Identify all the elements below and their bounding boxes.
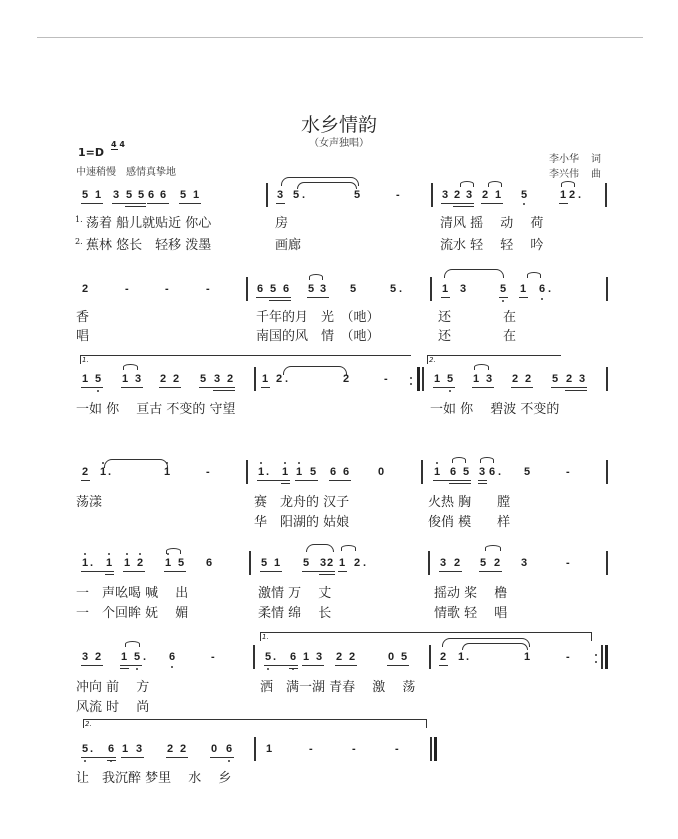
note: 5 — [480, 557, 487, 569]
note: 5 — [401, 651, 408, 663]
note: 5 — [261, 557, 268, 569]
note: 1 — [274, 557, 281, 569]
slur — [452, 457, 466, 463]
note: 1 — [339, 557, 346, 569]
song-title: 水乡情韵 — [300, 114, 377, 136]
note: 6 — [450, 466, 457, 478]
barline — [246, 460, 248, 484]
note: 5 — [82, 189, 89, 201]
note: 5 — [126, 189, 133, 201]
slur — [480, 457, 494, 463]
note: 3 — [486, 373, 493, 385]
note: 3 — [136, 743, 143, 755]
barline — [606, 277, 608, 301]
note: 1 — [303, 651, 310, 663]
key-signature: 1=D — [78, 146, 105, 159]
lyric: 荡漾 — [76, 495, 103, 510]
note: 5 — [200, 373, 207, 385]
note: 3 — [277, 189, 284, 201]
verse-number: 2. — [75, 237, 83, 246]
note: . — [466, 651, 470, 663]
song-subtitle: （女声独唱） — [309, 138, 369, 149]
note: 5 — [265, 651, 272, 663]
note: 6 — [226, 743, 233, 755]
note: . — [302, 189, 306, 201]
note: 1 — [165, 557, 172, 569]
note: 2 — [160, 373, 167, 385]
lyricist-role: 词 — [591, 154, 601, 165]
note: 2 — [82, 466, 89, 478]
lyric: 清风 摇 动 荷 — [440, 216, 544, 231]
note: . — [548, 283, 552, 295]
note: . — [266, 466, 270, 478]
page-divider — [37, 37, 643, 38]
note: 1 — [164, 466, 171, 478]
repeat-end — [605, 645, 608, 669]
note: 1 — [124, 557, 131, 569]
lyric: 还 在 — [438, 329, 517, 344]
note: - — [309, 743, 313, 755]
note: 5 — [138, 189, 145, 201]
barline — [605, 183, 607, 207]
note: - — [384, 373, 388, 385]
note: 5 — [447, 373, 454, 385]
note: 1 — [524, 651, 531, 663]
lyric: 还 在 — [438, 310, 517, 325]
note: 2 — [173, 373, 180, 385]
note: 3 — [466, 189, 473, 201]
slur — [488, 181, 502, 187]
lyric: 荡着 船儿就贴近 你心 — [86, 216, 212, 231]
slur — [123, 364, 138, 370]
composer-role: 曲 — [591, 169, 601, 180]
lyric: 风流 时 尚 — [76, 700, 150, 715]
note: . — [399, 283, 403, 295]
note: 5 — [310, 466, 317, 478]
note: 3 — [440, 557, 447, 569]
note: 2 — [569, 189, 576, 201]
note: 1 — [121, 651, 128, 663]
note: 5 — [390, 283, 397, 295]
volta-1-label: 1. — [262, 633, 269, 641]
tie — [283, 366, 347, 375]
note: 2 — [276, 373, 283, 385]
note: 2 — [349, 651, 356, 663]
note: 3 — [135, 373, 142, 385]
note: . — [143, 651, 147, 663]
note: 3 — [82, 651, 89, 663]
note: 5 — [500, 283, 507, 295]
note: . — [273, 651, 277, 663]
barline — [606, 367, 608, 391]
note: 3 — [113, 189, 120, 201]
note: 1 — [520, 283, 527, 295]
note: 5 — [95, 373, 102, 385]
note: 1 — [100, 466, 107, 478]
tempo-marking: 中速稍慢 感情真挚地 — [76, 167, 176, 178]
tie — [297, 182, 357, 189]
volta-2 — [427, 355, 561, 364]
note: 2 — [454, 189, 461, 201]
note: 2 — [327, 557, 334, 569]
note: 6 — [343, 466, 350, 478]
note: 2 — [180, 743, 187, 755]
lyric: 情歌 轻 唱 — [434, 606, 508, 621]
volta-2 — [83, 719, 427, 728]
barline — [606, 551, 608, 575]
lyric: 流水 轻 轻 吟 — [440, 238, 544, 253]
note: - — [395, 743, 399, 755]
lyric: 洒 满一湖 青春 激 荡 — [260, 680, 416, 695]
note: 5 — [524, 466, 531, 478]
note: 3 — [579, 373, 586, 385]
lyricist-name: 李小华 — [549, 154, 579, 165]
note: . — [108, 466, 112, 478]
note: . — [90, 557, 94, 569]
lyric: 一 个回眸 妩 媚 — [76, 606, 189, 621]
note: 5 — [350, 283, 357, 295]
note: 2 — [343, 373, 350, 385]
lyric: 画廊 — [275, 238, 302, 253]
note: 3 — [460, 283, 467, 295]
note: 1 — [442, 283, 449, 295]
note: 2 — [354, 557, 361, 569]
lyric: 一如 你 亘古 不变的 守望 — [76, 402, 236, 417]
slur — [561, 181, 575, 187]
note: 3 — [479, 466, 486, 478]
note: 2 — [95, 651, 102, 663]
barline — [249, 551, 251, 575]
note: 5 — [521, 189, 528, 201]
note: 2 — [454, 557, 461, 569]
volta-1 — [260, 632, 592, 641]
barline — [253, 645, 255, 669]
barline — [431, 183, 433, 207]
note: 6 — [206, 557, 213, 569]
note: - — [125, 283, 129, 295]
volta-1-label: 1. — [82, 356, 89, 364]
note: 2 — [336, 651, 343, 663]
note: 2 — [525, 373, 532, 385]
slur — [485, 545, 501, 551]
barline — [606, 460, 608, 484]
repeat-end — [417, 367, 420, 391]
barline — [430, 277, 432, 301]
note: 0 — [388, 651, 395, 663]
note: - — [352, 743, 356, 755]
barline — [422, 367, 424, 391]
composer-credit — [549, 165, 601, 180]
lyric: 一如 你 碧波 不变的 — [430, 402, 560, 417]
note: 5 — [134, 651, 141, 663]
time-signature — [111, 140, 125, 149]
note: 2 — [167, 743, 174, 755]
note: 1 — [122, 743, 129, 755]
note: 5 — [180, 189, 187, 201]
slur — [527, 272, 541, 278]
note: 6 — [148, 189, 155, 201]
verse-number: 1. — [75, 215, 83, 224]
note: . — [90, 743, 94, 755]
lyric: 千年的月 光 （吔） — [256, 310, 380, 325]
note: 5 — [178, 557, 185, 569]
note: 1 — [296, 466, 303, 478]
lyric: 激情 万 丈 — [258, 586, 332, 601]
note: 6 — [290, 651, 297, 663]
barline — [421, 460, 423, 484]
final-barline-thin — [430, 737, 432, 761]
note: 5 — [303, 557, 310, 569]
note: 6 — [330, 466, 337, 478]
note: 1 — [434, 373, 441, 385]
barline — [266, 183, 268, 207]
lyric: 赛 龙舟的 汉子 — [254, 495, 350, 510]
note: - — [396, 189, 400, 201]
note: 1 — [122, 373, 129, 385]
note: 2 — [137, 557, 144, 569]
barline — [246, 277, 248, 301]
volta-2-label: 2. — [429, 356, 436, 364]
note: 6 — [489, 466, 496, 478]
note: 5 — [293, 189, 300, 201]
note: 6 — [108, 743, 115, 755]
tie — [462, 643, 528, 650]
lyric: 香 — [76, 310, 90, 325]
note: 5 — [552, 373, 559, 385]
tie — [444, 269, 504, 278]
note: 1 — [495, 189, 502, 201]
slur — [460, 181, 474, 187]
note: . — [578, 189, 582, 201]
note: 1 — [258, 466, 265, 478]
note: 3 — [214, 373, 221, 385]
note: 1 — [262, 373, 269, 385]
note: 3 — [320, 283, 327, 295]
barline — [254, 367, 256, 391]
note: 0 — [211, 743, 218, 755]
note: 1 — [282, 466, 289, 478]
note: 6 — [257, 283, 264, 295]
note: - — [206, 466, 210, 478]
final-barline-thick — [434, 737, 437, 761]
note: 5 — [270, 283, 277, 295]
lyric: 一 声吆喝 喊 出 — [76, 586, 189, 601]
note: 3 — [442, 189, 449, 201]
note: 5 — [354, 189, 361, 201]
note: 5 — [82, 743, 89, 755]
note: - — [206, 283, 210, 295]
barline — [254, 737, 256, 761]
note: 1 — [95, 189, 102, 201]
note: - — [165, 283, 169, 295]
note: - — [566, 466, 570, 478]
lyric: 南国的风 情 （吔） — [256, 329, 380, 344]
lyric: 让 我沉醉 梦里 水 乡 — [76, 771, 232, 786]
note: 5 — [308, 283, 315, 295]
lyric: 房 — [275, 216, 289, 231]
lyric: 火热 胸 膛 — [428, 495, 511, 510]
note: 5 — [463, 466, 470, 478]
tie — [104, 459, 168, 468]
note: 6 — [169, 651, 176, 663]
note: 6 — [160, 189, 167, 201]
note: - — [211, 651, 215, 663]
lyricist-credit — [549, 150, 601, 165]
note: 2 — [227, 373, 234, 385]
meter-top: 4 — [111, 140, 117, 149]
note: 2 — [566, 373, 573, 385]
slur — [341, 545, 356, 551]
slur — [306, 544, 334, 552]
lyric: 柔情 绵 长 — [258, 606, 332, 621]
note: 1 — [560, 189, 567, 201]
note: 2 — [82, 283, 89, 295]
note: 2 — [512, 373, 519, 385]
note: . — [363, 557, 367, 569]
note: 3 — [316, 651, 323, 663]
lyric: 蕉林 悠长 轻移 泼墨 — [86, 238, 212, 253]
meter-bottom: 4 — [119, 140, 125, 149]
lyric: 摇动 桨 橹 — [434, 586, 508, 601]
volta-2-label: 2. — [85, 720, 92, 728]
note: - — [566, 651, 570, 663]
note: 2 — [482, 189, 489, 201]
note: 1 — [193, 189, 200, 201]
note: 6 — [283, 283, 290, 295]
barline — [429, 645, 431, 669]
slur — [309, 274, 323, 280]
note: 1 — [106, 557, 113, 569]
slur — [474, 364, 489, 370]
note: 1 — [82, 373, 89, 385]
note: . — [498, 466, 502, 478]
note: 0 — [378, 466, 385, 478]
lyric: 冲向 前 方 — [76, 680, 150, 695]
note: 1 — [458, 651, 465, 663]
note: . — [285, 373, 289, 385]
note: 3 — [521, 557, 528, 569]
note: 6 — [539, 283, 546, 295]
note: 1 — [266, 743, 273, 755]
note: 2 — [440, 651, 447, 663]
barline — [428, 551, 430, 575]
lyric: 华 阳湖的 姑娘 — [254, 515, 350, 530]
lyric: 俊俏 模 样 — [428, 515, 511, 530]
volta-1 — [80, 355, 411, 364]
note: 1 — [434, 466, 441, 478]
slur — [125, 641, 140, 647]
note: 1 — [473, 373, 480, 385]
note: - — [566, 557, 570, 569]
barline — [601, 645, 603, 669]
note: 1 — [82, 557, 89, 569]
lyric: 唱 — [76, 329, 90, 344]
note: 3 — [320, 557, 327, 569]
note: 2 — [494, 557, 501, 569]
composer-name: 李兴伟 — [549, 169, 579, 180]
